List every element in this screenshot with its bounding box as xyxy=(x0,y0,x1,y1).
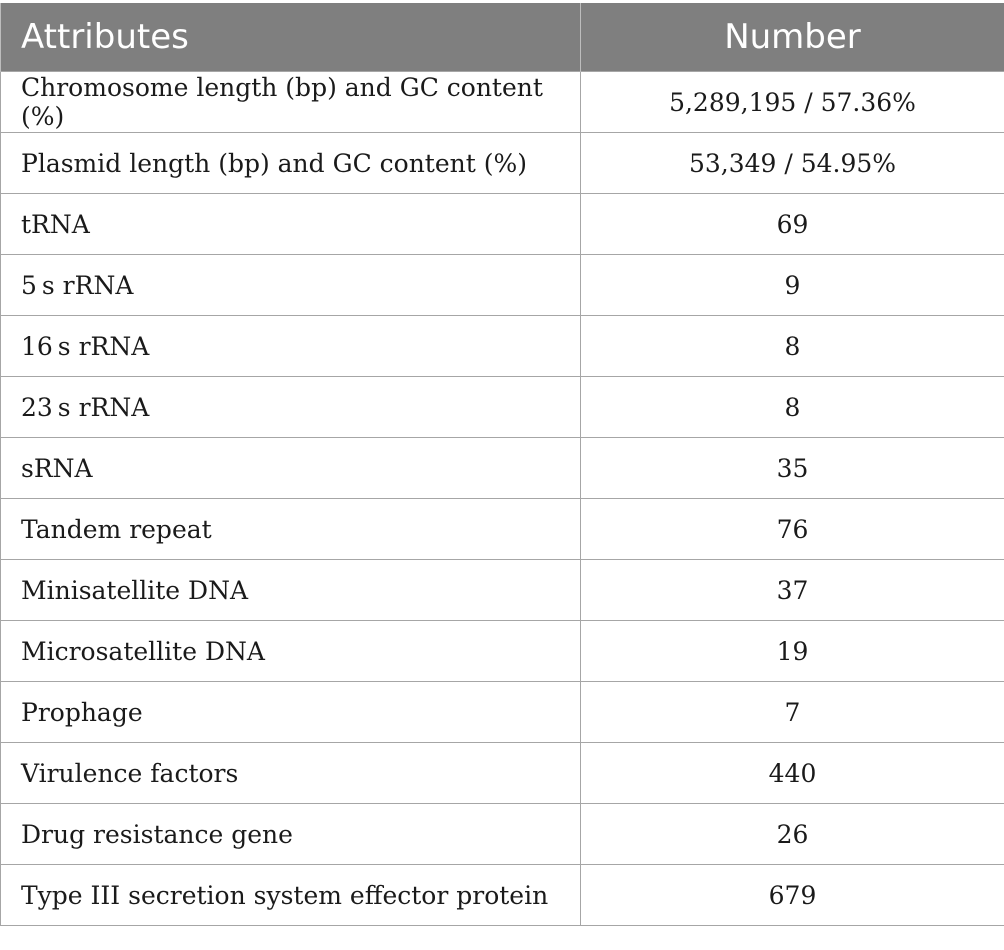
number-cell: 440 xyxy=(581,743,1004,804)
attribute-cell: Prophage xyxy=(1,682,581,743)
number-cell: 35 xyxy=(581,438,1004,499)
table-row xyxy=(1,255,1004,316)
attribute-cell: Virulence factors xyxy=(1,743,581,804)
number-cell: 37 xyxy=(581,560,1004,621)
attributes-table xyxy=(0,3,1004,926)
attribute-cell: tRNA xyxy=(1,194,581,255)
attribute-cell: Chromosome length (bp) and GC content (%) xyxy=(1,72,581,133)
attribute-cell: 23 s rRNA xyxy=(1,377,581,438)
number-cell: 8 xyxy=(581,316,1004,377)
attribute-cell: 5 s rRNA xyxy=(1,255,581,316)
table-row xyxy=(1,316,1004,377)
table-header xyxy=(1,3,1004,72)
table-row xyxy=(1,865,1004,926)
attribute-cell: Microsatellite DNA xyxy=(1,621,581,682)
number-cell: 69 xyxy=(581,194,1004,255)
number-cell: 8 xyxy=(581,377,1004,438)
header-row xyxy=(1,3,1004,72)
table-row xyxy=(1,743,1004,804)
attribute-cell: sRNA xyxy=(1,438,581,499)
table-row xyxy=(1,377,1004,438)
number-cell: 7 xyxy=(581,682,1004,743)
attribute-cell: Minisatellite DNA xyxy=(1,560,581,621)
table-row xyxy=(1,560,1004,621)
attribute-cell: Drug resistance gene xyxy=(1,804,581,865)
number-cell: 76 xyxy=(581,499,1004,560)
attribute-cell: Tandem repeat xyxy=(1,499,581,560)
table-row xyxy=(1,804,1004,865)
number-cell: 53,349 / 54.95% xyxy=(581,133,1004,194)
table-row xyxy=(1,72,1004,133)
number-cell: 5,289,195 / 57.36% xyxy=(581,72,1004,133)
table-row xyxy=(1,499,1004,560)
number-cell: 26 xyxy=(581,804,1004,865)
table-row xyxy=(1,133,1004,194)
table-row xyxy=(1,438,1004,499)
attribute-cell: Plasmid length (bp) and GC content (%) xyxy=(1,133,581,194)
attribute-cell: Type III secretion system effector protein xyxy=(1,865,581,926)
table-body xyxy=(1,72,1004,926)
table-row xyxy=(1,194,1004,255)
number-cell: 19 xyxy=(581,621,1004,682)
number-cell: 9 xyxy=(581,255,1004,316)
header-attributes: Attributes xyxy=(1,3,581,72)
table-row xyxy=(1,682,1004,743)
number-cell: 679 xyxy=(581,865,1004,926)
table-row xyxy=(1,621,1004,682)
header-number: Number xyxy=(581,3,1004,72)
attribute-cell: 16 s rRNA xyxy=(1,316,581,377)
